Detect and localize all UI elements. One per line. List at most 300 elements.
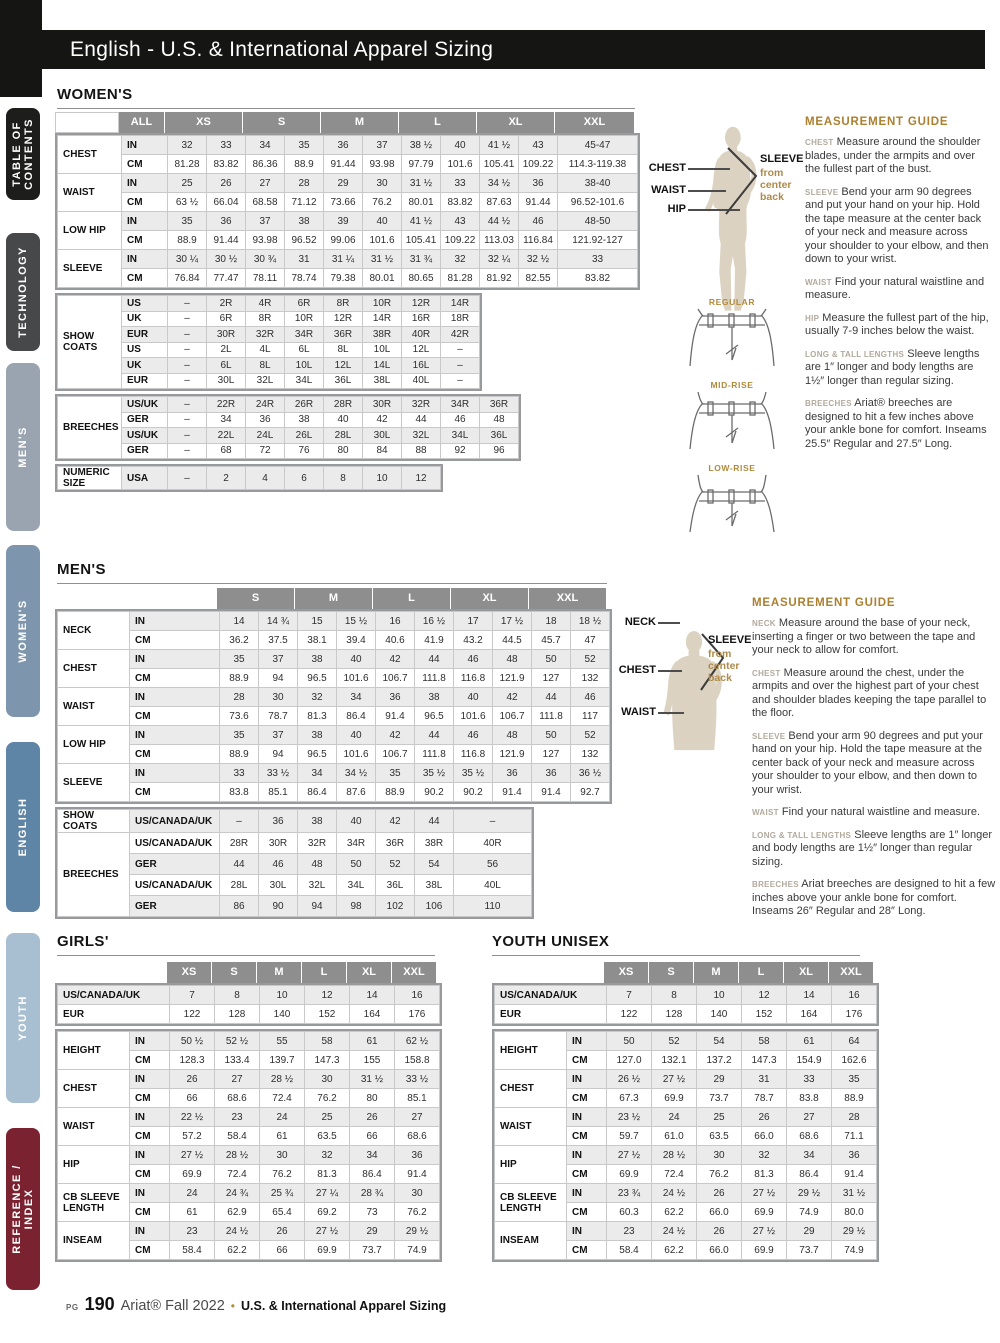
size-col-header: M — [694, 962, 739, 983]
size-value-cell: 8L — [324, 342, 363, 358]
guide-entry — [752, 878, 998, 919]
unit-cell: CM — [122, 193, 168, 212]
size-value-cell: 85.1 — [395, 1089, 440, 1108]
size-value-cell: 91.44 — [324, 155, 363, 174]
size-value-cell: 66.04 — [207, 193, 246, 212]
guide-text: Sleeve lengths are 1″ longer and body lengths are 1½″ longer than regular sizing. — [752, 828, 993, 868]
size-value-cell: 12 — [742, 986, 787, 1005]
guide-entry — [752, 667, 998, 721]
size-value-cell: 36R — [376, 833, 415, 854]
table-row — [58, 1222, 440, 1241]
size-value-cell: 24 ½ — [652, 1184, 697, 1203]
row-group-label: SHOW COATS — [58, 296, 122, 389]
guide-term: WAIST — [805, 277, 832, 287]
size-value-cell: 92.7 — [571, 783, 610, 802]
size-value-cell: 31 ½ — [363, 250, 402, 269]
size-value-cell: 38 — [298, 810, 337, 833]
size-value-cell: 43 — [519, 136, 558, 155]
size-value-cell: 35 — [376, 764, 415, 783]
size-value-cell: 46 — [454, 650, 493, 669]
size-value-cell: 127 — [532, 669, 571, 688]
size-value-cell: 34R — [285, 327, 324, 343]
size-value-cell: 91.4 — [376, 707, 415, 726]
table-row — [58, 854, 532, 875]
size-value-cell: 32L — [298, 875, 337, 896]
size-value-cell: 6R — [285, 296, 324, 312]
size-value-cell: 40 — [337, 810, 376, 833]
size-value-cell: 30L — [207, 373, 246, 389]
guide-text: Bend your arm 90 degrees and put your hand on your hip. Hold the tape measure at the center back of your neck and measure across your shoulder to your elbow, and then down to your wrist. — [805, 185, 989, 265]
table-row — [58, 467, 441, 490]
size-value-cell: 80.01 — [402, 193, 441, 212]
size-value-cell: 42 — [376, 726, 415, 745]
size-value-cell: 82.55 — [519, 269, 558, 288]
guide-term: SLEEVE — [805, 187, 839, 197]
size-value-cell: 30 — [395, 1184, 440, 1203]
size-value-cell: 52 — [571, 650, 610, 669]
size-value-cell: 60.3 — [607, 1203, 652, 1222]
sleeve-figure-label: SLEEVE — [760, 153, 804, 165]
size-value-cell: 90 — [259, 896, 298, 917]
size-value-cell: 12 — [402, 467, 441, 490]
size-value-cell: 132 — [571, 669, 610, 688]
size-value-cell: 10 — [260, 986, 305, 1005]
unit-cell: CM — [130, 1203, 170, 1222]
size-value-cell: 36R — [324, 327, 363, 343]
size-value-cell: 122 — [170, 1005, 215, 1024]
size-value-cell: 27 — [787, 1108, 832, 1127]
size-value-cell: 154.9 — [787, 1051, 832, 1070]
size-value-cell: 36 — [395, 1146, 440, 1165]
size-value-cell: 31 ¼ — [324, 250, 363, 269]
size-value-cell: – — [441, 358, 480, 374]
size-value-cell: 26 — [350, 1108, 395, 1127]
size-value-cell: 28 ½ — [652, 1146, 697, 1165]
size-value-cell: 73.7 — [350, 1241, 395, 1260]
unit-cell: IN — [122, 212, 168, 231]
size-value-cell: 15 — [298, 612, 337, 631]
size-value-cell: 58 — [305, 1032, 350, 1051]
size-value-cell: 34R — [337, 833, 376, 854]
size-value-cell: 111.8 — [532, 707, 571, 726]
size-col-header: XL — [784, 962, 829, 983]
womens-breeches-block — [55, 394, 521, 461]
unit-cell: CM — [122, 269, 168, 288]
size-value-cell: 34 — [337, 688, 376, 707]
unit-cell: US/CANADA/UK — [130, 875, 220, 896]
table-row — [58, 1005, 440, 1024]
mens-measurement-guide — [752, 597, 998, 928]
size-value-cell: 34 — [350, 1146, 395, 1165]
size-value-cell: 30 — [260, 1146, 305, 1165]
size-value-cell: 88.9 — [168, 231, 207, 250]
size-col-header: M — [295, 588, 373, 609]
guide-text: Sleeve lengths are 1″ longer and body lengths are 1½″ longer than regular sizing. — [805, 347, 980, 387]
unit-cell: CM — [130, 1165, 170, 1184]
size-value-cell: 28 ¾ — [350, 1184, 395, 1203]
size-value-cell: 69.9 — [742, 1203, 787, 1222]
size-value-cell: 2L — [207, 342, 246, 358]
size-value-cell: 78.74 — [285, 269, 324, 288]
size-value-cell: 29 — [697, 1070, 742, 1089]
size-value-cell: 26L — [285, 428, 324, 444]
size-value-cell: 36 — [519, 174, 558, 193]
table-row — [495, 986, 877, 1005]
unit-cell: US/CANADA/UK — [130, 833, 220, 854]
size-value-cell: 23 — [607, 1222, 652, 1241]
size-value-cell: 52 — [652, 1032, 697, 1051]
guide-text: Measure around the chest, under the armpits and over the highest part of your chest and shoulder blades keeping the tape parallel to the floor. — [752, 666, 987, 719]
size-value-cell: – — [168, 373, 207, 389]
measurement-guide-title: MEASUREMENT GUIDE — [752, 597, 896, 609]
unit-cell: GER — [122, 412, 168, 428]
size-value-cell: 44 — [220, 854, 259, 875]
size-value-cell: 22 ½ — [170, 1108, 215, 1127]
size-value-cell: 46 — [571, 688, 610, 707]
size-col-header: XS — [604, 962, 649, 983]
size-value-cell: 29 ½ — [787, 1184, 832, 1203]
size-value-cell: 38R — [415, 833, 454, 854]
size-value-cell: 71.12 — [285, 193, 324, 212]
size-value-cell: – — [168, 311, 207, 327]
size-value-cell: 46 — [259, 854, 298, 875]
size-value-cell: 28 — [832, 1108, 877, 1127]
size-value-cell: 17 ½ — [493, 612, 532, 631]
size-value-cell: 10L — [285, 358, 324, 374]
regular-rise-label: REGULAR — [708, 297, 756, 307]
size-value-cell: 10R — [363, 296, 402, 312]
row-label: US/CANADA/UK — [58, 986, 170, 1005]
size-value-cell: 90.2 — [415, 783, 454, 802]
unit-cell: CM — [122, 231, 168, 250]
size-value-cell: 34L — [285, 373, 324, 389]
girls-section-heading — [57, 933, 435, 956]
size-value-cell: 48 — [493, 726, 532, 745]
unit-cell: CM — [567, 1051, 607, 1070]
size-value-cell: 116.8 — [454, 745, 493, 764]
table-row — [58, 428, 519, 444]
table-row — [58, 650, 610, 669]
page-title-bar — [42, 30, 985, 69]
size-col-header: XL — [347, 962, 392, 983]
size-value-cell: 110 — [454, 896, 532, 917]
footer-section-title: U.S. & International Apparel Sizing — [241, 1299, 447, 1313]
size-value-cell: 76.2 — [305, 1089, 350, 1108]
size-value-cell: 41 ½ — [480, 136, 519, 155]
pants-regular-rise-drawing — [672, 308, 792, 371]
row-group-label: CHEST — [495, 1070, 567, 1108]
size-col-header: L — [373, 588, 451, 609]
size-value-cell: 93.98 — [246, 231, 285, 250]
size-value-cell: 29 — [787, 1222, 832, 1241]
size-value-cell: 72 — [246, 443, 285, 459]
size-value-cell: 105.41 — [480, 155, 519, 174]
size-value-cell: 88.9 — [285, 155, 324, 174]
size-value-cell: 69.9 — [652, 1089, 697, 1108]
size-value-cell: 30 — [697, 1146, 742, 1165]
size-value-cell: 24 ¾ — [215, 1184, 260, 1203]
unit-cell: IN — [122, 174, 168, 193]
size-value-cell: 152 — [305, 1005, 350, 1024]
size-value-cell: 30R — [363, 397, 402, 413]
size-value-cell: 30L — [259, 875, 298, 896]
neck-figure-label: NECK — [624, 616, 656, 628]
size-value-cell: 34 — [298, 764, 337, 783]
row-group-label: SLEEVE — [58, 250, 122, 288]
youth-size-tables — [492, 962, 879, 1265]
size-value-cell: 33 — [441, 174, 480, 193]
size-value-cell: 69.2 — [305, 1203, 350, 1222]
size-value-cell: 63.5 — [697, 1127, 742, 1146]
size-value-cell: 40 — [454, 688, 493, 707]
size-value-cell: 16 — [376, 612, 415, 631]
womens-main-size-block — [55, 133, 640, 290]
page-number: 190 — [84, 1294, 115, 1314]
size-value-cell: 63.5 — [305, 1127, 350, 1146]
unit-cell: IN — [567, 1146, 607, 1165]
size-value-cell: 38 — [285, 212, 324, 231]
size-value-cell: 32 — [298, 688, 337, 707]
unit-cell: CM — [130, 1241, 170, 1260]
size-value-cell: 27 ½ — [607, 1146, 652, 1165]
girls-measurements-block — [55, 1029, 442, 1262]
pants-low-rise-drawing — [672, 474, 792, 537]
size-value-cell: 38 — [415, 688, 454, 707]
size-value-cell: – — [168, 342, 207, 358]
size-value-cell: 42R — [441, 327, 480, 343]
size-value-cell: 47 — [571, 631, 610, 650]
unit-cell: USA — [122, 467, 168, 490]
unit-cell: US/CANADA/UK — [130, 810, 220, 833]
mens-size-tables — [55, 588, 612, 922]
size-value-cell: 24 ½ — [652, 1222, 697, 1241]
mens-section-heading — [57, 561, 607, 584]
size-value-cell: 164 — [787, 1005, 832, 1024]
row-group-label: BREECHES — [58, 833, 130, 917]
guide-entry — [805, 397, 992, 451]
unit-cell: IN — [130, 612, 220, 631]
size-value-cell: 28 — [285, 174, 324, 193]
mens-measurement-figure — [612, 604, 764, 789]
unit-cell: IN — [130, 726, 220, 745]
guide-text: Find your natural waistline and measure. — [778, 806, 981, 818]
unit-cell: US — [122, 342, 168, 358]
guide-entry — [752, 829, 998, 870]
size-value-cell: 80.01 — [363, 269, 402, 288]
size-value-cell: – — [168, 327, 207, 343]
size-value-cell: 37 — [259, 650, 298, 669]
size-value-cell: 8 — [215, 986, 260, 1005]
size-value-cell: 12R — [324, 311, 363, 327]
size-value-cell: 33 ½ — [395, 1070, 440, 1089]
size-value-cell: 56 — [454, 854, 532, 875]
size-value-cell: 133.4 — [215, 1051, 260, 1070]
size-value-cell: – — [168, 296, 207, 312]
table-row — [58, 669, 610, 688]
size-value-cell: 35 — [220, 726, 259, 745]
size-value-cell: 61.0 — [652, 1127, 697, 1146]
size-col-header: XXL — [392, 962, 437, 983]
size-value-cell: 12L — [402, 342, 441, 358]
size-value-cell: 30L — [363, 428, 402, 444]
size-value-cell: 31 ½ — [402, 174, 441, 193]
size-value-cell: 33 — [558, 250, 638, 269]
size-value-cell: 140 — [260, 1005, 305, 1024]
size-value-cell: 40L — [454, 875, 532, 896]
size-value-cell: 6L — [207, 358, 246, 374]
size-value-cell: 52 ½ — [215, 1032, 260, 1051]
size-value-cell: 44 — [532, 688, 571, 707]
size-value-cell: 31 — [742, 1070, 787, 1089]
size-value-cell: 40 — [441, 136, 480, 155]
size-value-cell: 87.6 — [337, 783, 376, 802]
youth-heading-text: YOUTH UNISEX — [492, 933, 610, 950]
size-value-cell: 38 — [285, 412, 324, 428]
size-value-cell: 62.2 — [652, 1241, 697, 1260]
row-group-label: LOW HIP — [58, 212, 122, 250]
size-value-cell: 111.8 — [415, 745, 454, 764]
table-row — [58, 631, 610, 650]
size-value-cell: 22L — [207, 428, 246, 444]
womens-measurement-guide — [805, 116, 992, 460]
size-value-cell: 26 — [170, 1070, 215, 1089]
size-value-cell: 50 — [532, 726, 571, 745]
size-value-cell: 25 — [697, 1108, 742, 1127]
mens-heading-text: MEN'S — [57, 561, 106, 578]
size-value-cell: 58.4 — [170, 1241, 215, 1260]
size-value-cell: 83.82 — [441, 193, 480, 212]
size-value-cell: 62.9 — [215, 1203, 260, 1222]
size-value-cell: 30R — [259, 833, 298, 854]
row-group-label: HIP — [58, 1146, 130, 1184]
size-value-cell: 44 — [415, 726, 454, 745]
guide-term: BREECHES — [752, 880, 799, 889]
sidebar-tab-label: YOUTH — [17, 995, 29, 1041]
size-value-cell: 81.28 — [441, 269, 480, 288]
size-value-cell: 137.2 — [697, 1051, 742, 1070]
row-group-label: CHEST — [58, 1070, 130, 1108]
size-value-cell: 84 — [363, 443, 402, 459]
size-value-cell: 32 — [441, 250, 480, 269]
size-value-cell: 97.79 — [402, 155, 441, 174]
size-value-cell: 10R — [285, 311, 324, 327]
size-value-cell: 18R — [441, 311, 480, 327]
size-value-cell: 106.7 — [493, 707, 532, 726]
table-row — [58, 1108, 440, 1127]
size-value-cell: 42 — [376, 650, 415, 669]
size-value-cell: 36 — [207, 212, 246, 231]
rise-diagram-regular — [672, 297, 792, 371]
size-value-cell: 40L — [402, 373, 441, 389]
size-value-cell: 32 — [168, 136, 207, 155]
row-group-label: NUMERIC SIZE — [58, 467, 122, 490]
row-group-label: HIP — [495, 1146, 567, 1184]
neck-pointer-line — [658, 622, 680, 624]
size-value-cell: 18 ½ — [571, 612, 610, 631]
size-value-cell: 35 — [168, 212, 207, 231]
sleeve-from-center-back-label: from center back — [708, 648, 740, 684]
table-row — [58, 707, 610, 726]
size-value-cell: 40 — [337, 650, 376, 669]
size-value-cell: 30 ½ — [207, 250, 246, 269]
unit-cell: US/UK — [122, 397, 168, 413]
size-value-cell: 96.52 — [285, 231, 324, 250]
sleeve-bracket-line — [724, 144, 760, 218]
size-value-cell: 33 — [207, 136, 246, 155]
size-table — [57, 135, 638, 288]
row-group-label: WAIST — [58, 174, 122, 212]
youth-conversion-block — [492, 983, 879, 1026]
size-table — [57, 1031, 440, 1260]
size-value-cell: 29 — [324, 174, 363, 193]
size-value-cell: 140 — [697, 1005, 742, 1024]
size-value-cell: – — [168, 412, 207, 428]
guide-term: BREECHES — [805, 399, 852, 408]
size-value-cell: 10 — [697, 986, 742, 1005]
size-value-cell: 26 ½ — [607, 1070, 652, 1089]
womens-size-header-row — [55, 112, 640, 133]
size-col-header: S — [217, 588, 295, 609]
sidebar-tab-mens — [6, 363, 40, 531]
size-value-cell: 4L — [246, 342, 285, 358]
size-value-cell: 34L — [337, 875, 376, 896]
row-group-label: CB SLEEVE LENGTH — [495, 1184, 567, 1222]
size-value-cell: 72.4 — [260, 1089, 305, 1108]
size-value-cell: 36L — [376, 875, 415, 896]
unit-cell: IN — [130, 1070, 170, 1089]
size-table — [57, 611, 610, 802]
size-value-cell: 67.3 — [607, 1089, 652, 1108]
size-value-cell: 29 — [350, 1222, 395, 1241]
size-value-cell: 34 ½ — [337, 764, 376, 783]
size-value-cell: 36 — [832, 1146, 877, 1165]
row-group-label: CB SLEEVE LENGTH — [58, 1184, 130, 1222]
size-value-cell: 44 — [415, 650, 454, 669]
header-spacer — [55, 112, 119, 133]
size-value-cell: 38-40 — [558, 174, 638, 193]
size-value-cell: 28 — [220, 688, 259, 707]
page-title: English - U.S. & International Apparel Sizing — [70, 38, 494, 61]
size-value-cell: 94 — [259, 745, 298, 764]
guide-text: Ariat breeches are designed to hit a few inches above your ankle bone for comfort. Inseams 26″ Regular and 28″ Long. — [752, 878, 996, 917]
size-value-cell: 27 ½ — [742, 1222, 787, 1241]
table-row — [58, 269, 638, 288]
size-value-cell: 29 ½ — [395, 1222, 440, 1241]
size-value-cell: 7 — [170, 986, 215, 1005]
size-value-cell: 25 — [305, 1108, 350, 1127]
size-col-header: XXL — [555, 112, 635, 133]
size-value-cell: 127.0 — [607, 1051, 652, 1070]
size-value-cell: 96.5 — [298, 745, 337, 764]
size-value-cell: – — [168, 443, 207, 459]
size-value-cell: 162.6 — [832, 1051, 877, 1070]
waist-figure-label: WAIST — [621, 706, 656, 718]
size-value-cell: 66.0 — [697, 1203, 742, 1222]
size-value-cell: 40R — [402, 327, 441, 343]
size-value-cell: 4 — [246, 467, 285, 490]
sidebar-tab-label: TECHNOLOGY — [17, 246, 29, 338]
unit-cell: GER — [122, 443, 168, 459]
size-col-header: XS — [167, 962, 212, 983]
guide-term: NECK — [752, 619, 776, 628]
size-col-header: L — [739, 962, 784, 983]
size-value-cell: 14 ¾ — [259, 612, 298, 631]
guide-text: Measure around the base of your neck, inserting a finger or two between the tape and your neck to allow for comfort. — [752, 617, 976, 656]
size-value-cell: 26 — [260, 1222, 305, 1241]
size-value-cell: 101.6 — [441, 155, 480, 174]
unit-cell: CM — [130, 707, 220, 726]
unit-cell: CM — [130, 745, 220, 764]
